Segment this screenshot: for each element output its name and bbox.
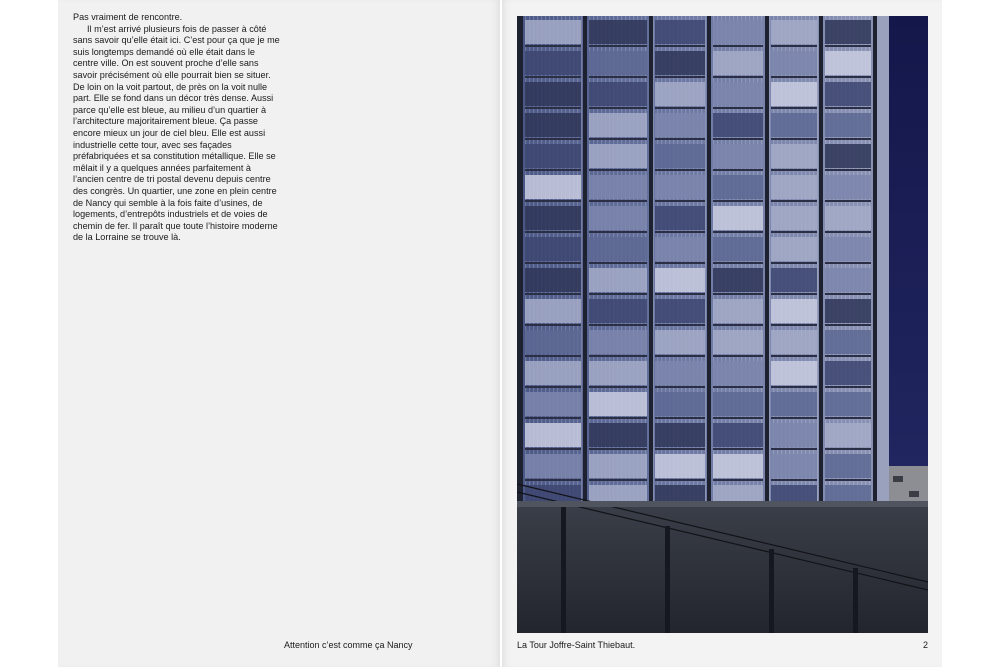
facade-floor-line: [771, 324, 817, 326]
facade-window-panel: [589, 51, 647, 75]
facade-window-panel: [825, 423, 871, 447]
facade-floor-line: [771, 200, 817, 202]
facade-window-panel: [825, 144, 871, 168]
facade-floor-line: [825, 479, 871, 481]
facade-window-panel: [713, 144, 763, 168]
facade-window-panel: [525, 206, 581, 230]
facade-window-panel: [589, 392, 647, 416]
facade-window-panel: [713, 268, 763, 292]
facade-window-panel: [771, 268, 817, 292]
facade-floor-line: [713, 417, 763, 419]
facade-floor-line: [525, 417, 581, 419]
facade-window-panel: [589, 206, 647, 230]
facade-window-panel: [771, 454, 817, 478]
facade-floor-line: [771, 169, 817, 171]
facade-floor-line: [525, 138, 581, 140]
facade-window-panel: [525, 175, 581, 199]
facade-floor-line: [655, 45, 705, 47]
facade-window-panel: [771, 392, 817, 416]
facade-window-panel: [655, 454, 705, 478]
facade-floor-line: [825, 107, 871, 109]
facade-floor-line: [771, 417, 817, 419]
facade-window-panel: [589, 237, 647, 261]
facade-floor-line: [825, 355, 871, 357]
facade-floor-line: [771, 231, 817, 233]
facade-floor-line: [589, 262, 647, 264]
facade-floor-line: [525, 200, 581, 202]
facade-floor-line: [525, 45, 581, 47]
facade-floor-line: [589, 293, 647, 295]
facade-window-panel: [525, 330, 581, 354]
facade-floor-line: [713, 324, 763, 326]
photo-caption: La Tour Joffre-Saint Thiebaut.: [517, 640, 636, 650]
facade-window-panel: [589, 299, 647, 323]
facade-window-panel: [771, 20, 817, 44]
facade-floor-line: [589, 417, 647, 419]
facade-window-panel: [825, 299, 871, 323]
facade-floor-line: [525, 386, 581, 388]
facade-window-panel: [713, 299, 763, 323]
facade-floor-line: [771, 262, 817, 264]
facade-window-panel: [655, 206, 705, 230]
facade-floor-line: [771, 479, 817, 481]
facade-floor-line: [655, 107, 705, 109]
page-number: 2: [923, 640, 929, 650]
facade-floor-line: [713, 169, 763, 171]
facade-floor-line: [525, 448, 581, 450]
facade-window-panel: [771, 82, 817, 106]
facade-window-panel: [589, 113, 647, 137]
facade-window-panel: [589, 330, 647, 354]
facade-floor-line: [655, 448, 705, 450]
facade-floor-line: [525, 479, 581, 481]
facade-floor-line: [655, 231, 705, 233]
facade-window-panel: [825, 51, 871, 75]
facade-floor-line: [713, 45, 763, 47]
facade-window-panel: [589, 175, 647, 199]
facade-window-panel: [655, 237, 705, 261]
facade-window-panel: [771, 144, 817, 168]
facade-floor-line: [589, 107, 647, 109]
facade-window-panel: [525, 392, 581, 416]
facade-window-panel: [771, 175, 817, 199]
facade-window-panel: [825, 113, 871, 137]
facade-floor-line: [589, 324, 647, 326]
facade-window-panel: [713, 20, 763, 44]
opening-line: Pas vraiment de rencontre.: [73, 12, 183, 22]
facade-floor-line: [525, 355, 581, 357]
facade-floor-line: [589, 138, 647, 140]
facade-floor-line: [525, 76, 581, 78]
facade-window-panel: [713, 423, 763, 447]
facade-window-panel: [655, 361, 705, 385]
facade-window-panel: [825, 82, 871, 106]
facade-window-panel: [771, 113, 817, 137]
facade-window-panel: [655, 175, 705, 199]
facade-floor-line: [825, 386, 871, 388]
facade-window-panel: [525, 361, 581, 385]
facade-window-panel: [655, 144, 705, 168]
facade-floor-line: [771, 355, 817, 357]
facade-floor-line: [825, 231, 871, 233]
facade-window-panel: [589, 361, 647, 385]
facade-window-panel: [825, 237, 871, 261]
facade-window-panel: [525, 299, 581, 323]
facade-window-panel: [589, 454, 647, 478]
facade-window-panel: [655, 423, 705, 447]
facade-floor-line: [771, 293, 817, 295]
facade-window-panel: [713, 175, 763, 199]
facade-floor-line: [589, 231, 647, 233]
facade-floor-line: [713, 107, 763, 109]
facade-window-panel: [825, 454, 871, 478]
facade-floor-line: [655, 293, 705, 295]
body-text: [73, 12, 281, 244]
facade-floor-line: [825, 138, 871, 140]
facade-window-panel: [771, 423, 817, 447]
facade-window-panel: [655, 113, 705, 137]
facade-floor-line: [655, 324, 705, 326]
facade-floor-line: [713, 76, 763, 78]
facade-floor-line: [825, 417, 871, 419]
facade-floor-line: [771, 76, 817, 78]
facade-window-panel: [655, 299, 705, 323]
facade-floor-line: [713, 386, 763, 388]
right-page: [502, 0, 942, 667]
facade-floor-line: [713, 448, 763, 450]
facade-window-panel: [655, 82, 705, 106]
facade-floor-line: [525, 293, 581, 295]
facade-floor-line: [525, 107, 581, 109]
facade-floor-line: [825, 169, 871, 171]
facade-window-panel: [589, 144, 647, 168]
facade-floor-line: [825, 324, 871, 326]
facade-floor-line: [771, 138, 817, 140]
facade-window-panel: [825, 268, 871, 292]
facade-window-panel: [655, 330, 705, 354]
facade-window-panel: [525, 82, 581, 106]
facade-window-panel: [525, 20, 581, 44]
facade-floor-line: [589, 479, 647, 481]
facade-window-panel: [825, 175, 871, 199]
facade-floor-line: [713, 138, 763, 140]
facade-window-panel: [825, 20, 871, 44]
running-footer: Attention c’est comme ça Nancy: [284, 640, 413, 650]
tower-facade-illustration: [517, 16, 928, 633]
facade-floor-line: [771, 386, 817, 388]
facade-window-panel: [525, 454, 581, 478]
facade-floor-line: [589, 386, 647, 388]
facade-window-panel: [525, 113, 581, 137]
facade-floor-line: [589, 448, 647, 450]
facade-floor-line: [655, 76, 705, 78]
facade-floor-line: [655, 262, 705, 264]
facade-floor-line: [589, 76, 647, 78]
facade-window-panel: [713, 82, 763, 106]
facade-window-panel: [525, 144, 581, 168]
facade-floor-line: [825, 262, 871, 264]
facade-window-panel: [589, 423, 647, 447]
facade-window-panel: [589, 82, 647, 106]
facade-window-panel: [713, 392, 763, 416]
left-page: [58, 0, 500, 667]
facade-window-panel: [713, 330, 763, 354]
facade-floor-line: [713, 262, 763, 264]
main-paragraph: Il m’est arrivé plusieurs fois de passer à côté sans savoir qu’elle était ici. C’est pour ça que je me suis longtemps demandé où elle était dans le centre ville. On est souvent proche d’elle sans savoir précisément où elle pourrait bien se situer. De loin on la voit partout, de près on la voit nulle part. Elle se fond dans un décor très dense. Aussi parce qu’elle est bleue, au milieu d’un quartier à l’architecture majoritairement bleue. Ça passe encore mieux un jour de ciel bleu. Elle est aussi industrielle cette tour, avec ses façades préfabriquées et sa constitution métallique. Elle se mêlait il y a quelques années parfaitement à l’ancien centre de tri postal devenu depuis centre des congrès. Un quartier, une zone en plein centre de Nancy qui semble à la fois faite d’usines, de logements, d’entrepôts industriels et de voies de chemin de fer. Il paraît que toute l’histoire moderne de la Lorraine se trouve là.: [73, 23, 280, 243]
facade-window-panel: [713, 237, 763, 261]
facade-floor-line: [525, 262, 581, 264]
facade-window-panel: [713, 454, 763, 478]
facade-floor-line: [589, 45, 647, 47]
facade-window-panel: [525, 268, 581, 292]
facade-window-panel: [771, 330, 817, 354]
facade-window-panel: [713, 361, 763, 385]
facade-window-panel: [655, 51, 705, 75]
facade-floor-line: [713, 355, 763, 357]
facade-floor-line: [825, 293, 871, 295]
facade-window-panel: [771, 237, 817, 261]
facade-window-panel: [771, 51, 817, 75]
facade-floor-line: [771, 45, 817, 47]
facade-window-panel: [589, 20, 647, 44]
facade-floor-line: [525, 324, 581, 326]
building-photo: [517, 16, 928, 633]
facade-window-panel: [825, 361, 871, 385]
facade-floor-line: [655, 169, 705, 171]
facade-floor-line: [525, 169, 581, 171]
facade-floor-line: [825, 448, 871, 450]
facade-window-panel: [825, 330, 871, 354]
facade-floor-line: [771, 107, 817, 109]
facade-floor-line: [655, 386, 705, 388]
facade-window-panel: [771, 361, 817, 385]
facade-window-panel: [713, 113, 763, 137]
facade-floor-line: [655, 355, 705, 357]
facade-window-panel: [771, 206, 817, 230]
facade-window-panel: [655, 392, 705, 416]
facade-floor-line: [589, 169, 647, 171]
facade-window-panel: [525, 51, 581, 75]
facade-floor-line: [825, 76, 871, 78]
facade-window-panel: [825, 392, 871, 416]
facade-floor-line: [525, 231, 581, 233]
facade-floor-line: [771, 448, 817, 450]
facade-floor-line: [825, 45, 871, 47]
facade-floor-line: [825, 200, 871, 202]
facade-window-panel: [713, 51, 763, 75]
facade-floor-line: [713, 293, 763, 295]
facade-window-panel: [825, 206, 871, 230]
facade-floor-line: [589, 200, 647, 202]
facade-floor-line: [589, 355, 647, 357]
facade-floor-line: [655, 138, 705, 140]
facade-window-panel: [655, 20, 705, 44]
facade-window-panel: [525, 423, 581, 447]
facade-floor-line: [713, 200, 763, 202]
facade-floor-line: [655, 200, 705, 202]
facade-window-panel: [655, 268, 705, 292]
facade-floor-line: [655, 479, 705, 481]
facade-window-panel: [713, 206, 763, 230]
facade-floor-line: [713, 231, 763, 233]
facade-window-panel: [589, 268, 647, 292]
facade-window-panel: [525, 237, 581, 261]
facade-floor-line: [713, 479, 763, 481]
facade-floor-line: [655, 417, 705, 419]
facade-window-panel: [771, 299, 817, 323]
